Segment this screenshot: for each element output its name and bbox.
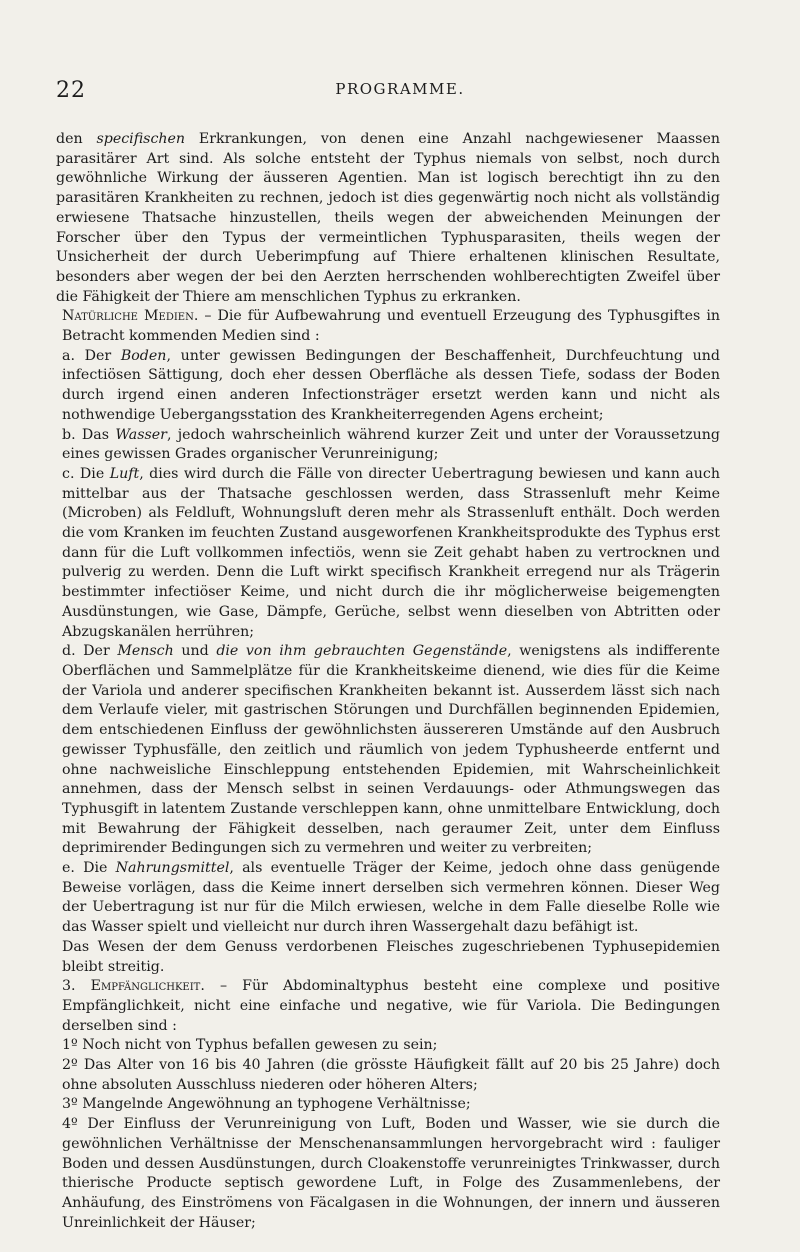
item-a-soil: a. Der Boden, unter gewissen Bedingungen der Beschaffenheit, Durchfeuchtung und infectiösen Sättigung, doch eher dessen Oberfläche als dessen Tiefe, sodass der Boden durch irgend einen anderen Infectionsträger ersetzt werden kann und nicht als nothwendige Uebergangsstation des Krankheiterregenden Agens ercheint; (62, 347, 720, 423)
list-item: 2º Das Alter von 16 bis 40 Jahren (die grösste Häufigkeit fällt auf 20 bis 25 Jahre) doch ohne absoluten Ausschluss niederen oder höheren Alters; (62, 1057, 720, 1093)
page-header (0, 68, 800, 108)
section-natural-media: Natürliche Medien. – Die für Aufbewahrung und eventuell Erzeugung des Typhusgiftes in Betracht kommenden Medien sind : (62, 308, 720, 345)
list-item: 3º Mangelnde Angewöhnung an typhogene Verhältnisse; (62, 1096, 471, 1113)
paragraph-intro: den specifischen Erkrankungen, von denen eine Anzahl nachgewiesener Maassen parasitärer Art sind. Als solche entsteht der Typhus niemals von selbst, noch durch gewöhnliche Wirkung der äusseren Agentien. Man ist logisch berechtigt ihn zu den parasitären Krankheiten zu rechnen, jedoch ist dies gegenwärtig noch nicht als vollständig erwiesene Thatsache hinzustellen, theils wegen der abweichenden Meinungen der Forscher über den Typus der vermeintlichen Typhusparasiten, theils wegen der Unsicherheit der durch Ueberimpfung auf Thiere erhaltenen klinischen Resultate, besonders aber wegen der bei den Aerzten herrschenden wohlberechtigten Zweifel über die Fähigkeit der Thiere am menschlichen Typhus zu erkranken. (56, 131, 720, 305)
item-c-air: c. Die Luft, dies wird durch die Fälle von directer Uebertragung bewiesen und kann auch mittelbar aus der Thatsache geschlossen werden, dass Strassenluft mehr Keime (Microben) als Feldluft, Wohnungsluft deren mehr als Strassenluft enthält. Doch werden die vom Kranken im feuchten Zustand ausgeworfenen Krankheitsprodukte des Typhus erst dann für die Luft vollkommen infectiös, wenn sie Zeit gehabt haben zu vertrocknen und pulverig zu werden. Denn die Luft wirkt specifisch Krankheit erregend nur als Trägerin bestimmter infectiöser Keime, und nicht durch die ihr möglicherweise beigemengten Ausdünstungen, wie Gase, Dämpfe, Gerüche, selbst wenn dieselben von Abtritten oder Abzugskanälen herrühren; (62, 465, 720, 640)
item-d-man: d. Der Mensch und die von ihm gebrauchten Gegenstände, wenigstens als indifferente Oberflächen und Sammelplätze für die Krankheitskeime dienend, wie dies für die Keime der Variola und anderer specifischen Krankheiten bekannt ist. Ausserdem lässt sich nach dem Verlaufe vieler, mit gastrischen Störungen und Durchfällen beginnenden Epidemien, dem entschiedenen Einfluss der gewöhnlichsten äussereren Umstände auf den Ausbruch gewisser Typhusfälle, den zeitlich und räumlich von jedem Typhusheerde entfernt und ohne nachweisliche Einschleppung entstehenden Epidemien, mit Wahrscheinlichkeit annehmen, dass der Mensch selbst in seinen Verdauungs- oder Athmungswegen das Typhusgift in latentem Zustande verschleppen kann, ohne unmittelbare Entwicklung, doch mit Bewahrung der Fähigkeit desselben, nach geraumer Zeit, unter dem Einfluss deprimirender Bedingungen sich zu vermehren und weiter zu verbreiten; (62, 643, 720, 857)
paragraph-meat: Das Wesen der dem Genuss verdorbenen Fleisches zugeschriebenen Typhusepidemien bleibt streitig. (62, 938, 720, 975)
page-number: 22 (56, 78, 86, 103)
emphasis: Boden (120, 347, 167, 364)
conditions-list (56, 1036, 720, 1233)
emphasis: Wasser (115, 426, 167, 443)
section-heading: Natürliche Medien. (62, 308, 199, 325)
emphasis: die von ihm gebrauchten Gegenstände (216, 643, 508, 660)
list-item: 1º Noch nicht von Typhus befallen gewesen zu sein; (62, 1037, 438, 1054)
emphasis: specifischen (96, 131, 186, 147)
running-title: PROGRAMME. (335, 80, 465, 98)
item-e-food: e. Die Nahrungsmittel, als eventuelle Träger der Keime, jedoch ohne dass genügende Beweise vorlägen, dass die Keime innert derselben sich vermehren können. Dieser Weg der Uebertragung ist nur für die Milch erwiesen, welche in dem Falle dieselbe Rolle wie das Wasser spielt und vielleicht nur durch ihren Wassergehalt dazu befähigt ist. (62, 860, 721, 936)
body-text (56, 130, 720, 1233)
emphasis: Nahrungsmittel (115, 860, 230, 877)
emphasis: Mensch (117, 643, 174, 660)
list-item: 4º Der Einfluss der Verunreinigung von Luft, Boden und Wasser, wie sie durch die gewöhnlichen Verhältnisse der Menschenansammlungen hervorgebracht wird : fauliger Boden und dessen Ausdünstungen, durch Cloakenstoffe verunreinigtes Trinkwasser, durch thierische Producte septisch gewordene Luft, in Folge des Zusammenlebens, der Anhäufung, des Einströmens von Fäcalgasen in die Wohnungen, der innern und äusseren Unreinlichkeit der Häuser; (62, 1116, 720, 1231)
item-b-water: b. Das Wasser, jedoch wahrscheinlich während kurzer Zeit und unter der Voraussetzung eines gewissen Grades organischer Verunreinigung; (62, 426, 721, 463)
section-heading: 3. Empfänglichkeit. (62, 978, 205, 995)
section-susceptibility: 3. Empfänglichkeit. – Für Abdominaltyphus besteht eine complexe und positive Empfänglichkeit, nicht eine einfache und negative, wie für Variola. Die Bedingungen derselben sind : (62, 978, 720, 1034)
emphasis: Luft (109, 465, 140, 482)
